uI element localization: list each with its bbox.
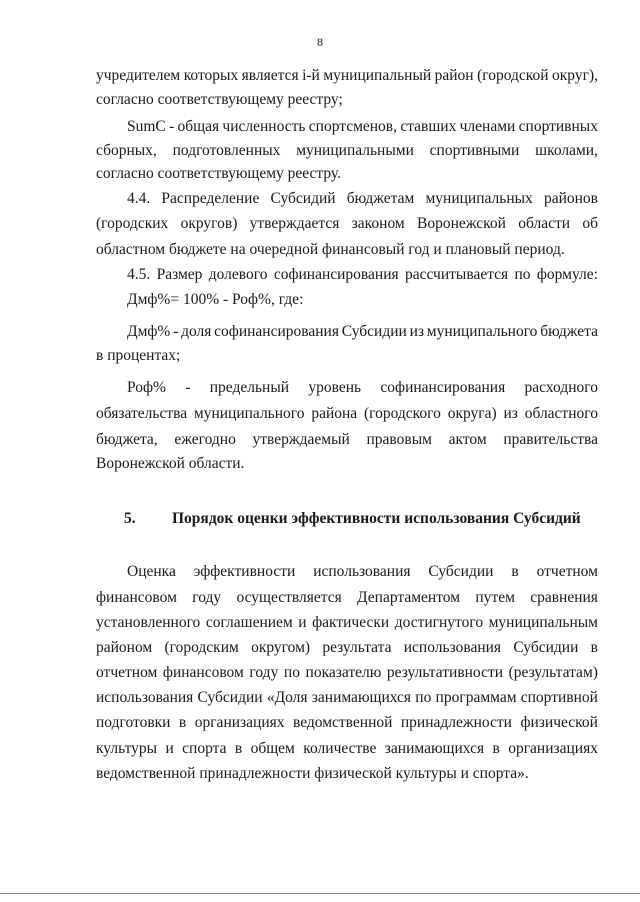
text-line — [96, 430, 598, 450]
word: году — [249, 664, 279, 681]
word: утверждаемый — [252, 431, 350, 448]
word: спортивной — [520, 689, 598, 706]
word: результативности — [386, 664, 504, 681]
word: организациях — [194, 714, 285, 731]
word: Субсидий — [270, 190, 336, 207]
word: спорта — [182, 740, 227, 757]
word: 4.4. — [127, 190, 151, 207]
word: отчетном — [536, 563, 598, 580]
word: об — [582, 215, 598, 232]
word: принадлежности — [400, 714, 512, 731]
word: в — [178, 714, 187, 731]
word: - — [173, 323, 179, 340]
word: законом — [351, 215, 405, 232]
word: муниципальными — [296, 142, 414, 159]
word: по — [514, 266, 531, 283]
word: подготовки — [96, 714, 171, 731]
word: путем — [475, 589, 515, 606]
word: использования — [403, 639, 502, 656]
word: бюджета — [540, 323, 598, 340]
word: Дмф% — [127, 323, 171, 340]
text-line: Воронежской области. — [96, 455, 245, 472]
word: - — [169, 118, 175, 135]
word: долевого — [208, 266, 268, 283]
word: областного — [524, 405, 598, 422]
word: муниципальных — [425, 190, 533, 207]
word: общая — [177, 118, 220, 135]
text-line — [127, 378, 598, 398]
word: общем — [250, 740, 295, 757]
word: Субсидии — [428, 563, 494, 580]
word: района — [311, 405, 358, 422]
word: отчетном — [96, 664, 158, 681]
word: Оценка — [127, 563, 176, 580]
text-line: ведомственной принадлежности физической культуры и спорта». — [96, 765, 529, 782]
word: спортсменов, — [308, 118, 398, 135]
word: бюджетам — [346, 190, 415, 207]
word: ежегодно — [174, 431, 236, 448]
word: (городских — [96, 215, 169, 232]
text-line: Дмф%= 100% - Роф%, где: — [127, 291, 304, 308]
text-line — [96, 688, 598, 708]
word: из — [409, 323, 425, 340]
text-line — [127, 189, 598, 209]
word: программам — [435, 689, 517, 706]
word: учредителем — [96, 67, 181, 84]
word: культуры — [96, 740, 158, 757]
word: утверждается — [249, 215, 340, 232]
word: округа) — [447, 405, 497, 422]
text-line — [96, 141, 598, 161]
word: из — [503, 405, 518, 422]
word: (городским — [164, 639, 239, 656]
word: финансовом — [96, 589, 177, 606]
word: в — [590, 639, 598, 656]
text-line — [96, 739, 598, 759]
page-number: 8 — [317, 35, 323, 49]
scan-edge-line — [0, 893, 640, 894]
word: которых — [183, 67, 239, 84]
word: Субсидии — [197, 689, 263, 706]
word: правительства — [503, 431, 598, 448]
word: осуществляется — [236, 589, 342, 606]
word: ведомственной — [292, 714, 393, 731]
word: в — [511, 563, 519, 580]
word: достигнутого — [394, 614, 484, 631]
word: софинансирования — [214, 323, 339, 340]
word: - — [185, 379, 191, 396]
word: результата — [322, 639, 392, 656]
word: сборных, — [96, 142, 157, 159]
word: правовым — [366, 431, 432, 448]
word: сравнения — [530, 589, 598, 606]
word: подготовленных — [172, 142, 281, 159]
text-line — [96, 404, 598, 424]
word: Субсидии — [341, 323, 407, 340]
text-line: согласно соответствующему реестру; — [96, 91, 343, 108]
word: фактически — [312, 614, 390, 631]
text-line — [96, 713, 598, 733]
word: установленного — [96, 614, 201, 631]
word: занимающихся — [311, 689, 412, 706]
text-line — [96, 638, 598, 658]
word: Роф% — [127, 379, 166, 396]
word: физической — [520, 714, 598, 731]
word: софинансирования — [380, 379, 506, 396]
word: в — [234, 740, 243, 757]
word: финансовом — [162, 664, 244, 681]
word: округов) — [180, 215, 238, 232]
text-line — [96, 214, 598, 234]
text-line: областном бюджете на очередной финансовый год и плановый период. — [96, 241, 565, 258]
word: Воронежской — [417, 215, 506, 232]
word: «Доля — [266, 689, 308, 706]
word: организациях — [508, 740, 598, 757]
word: школами, — [535, 142, 598, 159]
text-line — [96, 588, 598, 608]
word: обязательства — [96, 405, 188, 422]
text-line — [96, 663, 598, 683]
text-line — [127, 265, 598, 285]
text-line: согласно соответствующему реестру. — [96, 165, 342, 182]
text-line — [96, 613, 598, 633]
word: рассчитывается — [404, 266, 509, 283]
word: расходного — [524, 379, 598, 396]
text-line: в процентах; — [96, 347, 181, 364]
word: использования — [96, 689, 194, 706]
word: бюджета, — [96, 431, 158, 448]
word: Субсидии — [513, 639, 579, 656]
word: округ), — [552, 67, 598, 84]
word: Департаментом — [357, 589, 461, 606]
word: доля — [181, 323, 212, 340]
section-heading — [124, 510, 581, 528]
word: Распределение — [161, 190, 260, 207]
word: использования — [313, 563, 411, 580]
word: является — [241, 67, 299, 84]
word: показателю — [305, 664, 382, 681]
word: муниципальный — [323, 67, 432, 84]
word: 4.5. — [127, 266, 151, 283]
word: (городского — [363, 405, 441, 422]
section-number: 5. — [124, 510, 136, 527]
word: район — [434, 67, 474, 84]
word: (результатам) — [508, 664, 598, 681]
word: количестве — [303, 740, 377, 757]
word: и — [298, 614, 307, 631]
text-line — [96, 66, 598, 86]
word: занимающихся — [384, 740, 485, 757]
word: ставших — [400, 118, 457, 135]
word: численность — [222, 118, 306, 135]
word: соглашением — [205, 614, 293, 631]
word: и — [165, 740, 174, 757]
word: по — [283, 664, 300, 681]
word: спортивных — [518, 118, 598, 135]
word: предельный — [209, 379, 290, 396]
word: году — [192, 589, 222, 606]
word: районом — [96, 639, 153, 656]
word: i-й — [302, 67, 320, 84]
word: в — [492, 740, 500, 757]
word: (городской — [477, 67, 549, 84]
section-title: Порядок оценки эффективности использования Субсидий — [172, 510, 581, 527]
word: муниципального — [193, 405, 305, 422]
word: районов — [543, 190, 598, 207]
word: актом — [448, 431, 487, 448]
word: SumC — [127, 118, 166, 135]
word: уровень — [308, 379, 362, 396]
word: области — [518, 215, 571, 232]
word: по — [415, 689, 432, 706]
word: софинансирования — [273, 266, 399, 283]
word: членами — [459, 118, 516, 135]
word: муниципальным — [488, 614, 598, 631]
word: муниципального — [426, 323, 538, 340]
word: формуле: — [536, 266, 598, 283]
text-line — [127, 117, 598, 137]
text-line — [127, 322, 598, 342]
word: Размер — [156, 266, 203, 283]
word: эффективности — [193, 563, 296, 580]
text-line — [127, 562, 598, 582]
word: округом) — [251, 639, 311, 656]
word: спортивными — [429, 142, 520, 159]
